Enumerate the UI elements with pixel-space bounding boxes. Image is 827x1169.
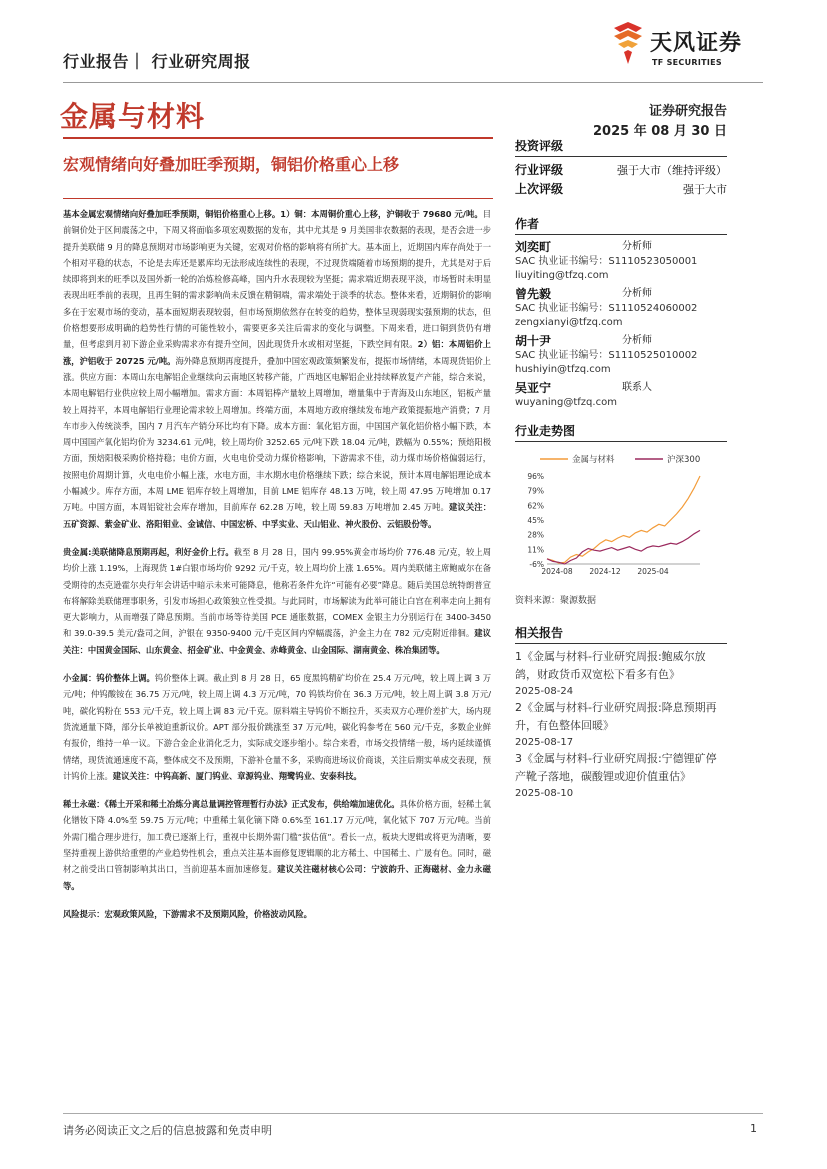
- y-tick-label: 45%: [527, 516, 544, 525]
- author-item: [515, 333, 727, 377]
- title-divider: [63, 137, 493, 139]
- author-name: 胡十尹: [515, 334, 552, 348]
- industry-rating-value: 强于大市（维持评级）: [617, 164, 727, 177]
- author-list: [515, 239, 727, 410]
- author-item: [515, 380, 727, 410]
- text-rare-earth: 具体价格方面，轻稀土氧化镨钕下降 4.0%至 59.75 万元/吨；中重稀土氧化镝下降 0.6%至 161.17 万元/吨，氧化铽下 707 万元/吨。当前外需门槛合理步进行，加工费已逐渐上行，重视中长期外需门槛“拔估值”。看长一点，板块大逻辑或将更为清晰，要坚持重视上游供给重塑的产业趋势性机会，重点关注基本面修复逻辑顺的北方稀土、中国稀土、广晟有色。同时，磁材之前受出口管制影响其出口，当前迎基本面加速修复。: [63, 799, 491, 875]
- paragraph-risk: [63, 906, 491, 922]
- rec-minor-metals: 建议关注：中钨高新、厦门钨业、章源钨业、翔鹭钨业、安泰科技。: [112, 770, 362, 781]
- author-role: 分析师: [622, 288, 652, 299]
- author-email[interactable]: hushiyin@tfzq.com: [515, 364, 611, 375]
- author-role: 联系人: [622, 382, 652, 393]
- author-role: 分析师: [622, 241, 652, 252]
- rec-base-metals: 建议关注：五矿资源、紫金矿业、洛阳钼业、金诚信、中国宏桥、中孚实业、天山铝业、神火股份、云铝股份等。: [63, 502, 491, 529]
- last-rating-row: [515, 180, 727, 199]
- trend-head: 行业走势图: [515, 422, 727, 442]
- author-email[interactable]: wuyaning@tfzq.com: [515, 397, 617, 408]
- rating-head: 投资评级: [515, 137, 727, 157]
- y-tick-label: 96%: [527, 472, 544, 481]
- lead-base-metals: 基本金属宏观情绪向好叠加旺季预期，铜铝价格重心上移。1）铜：本周铜价重心上移，沪铜收于 79680 元/吨。: [63, 209, 483, 219]
- y-tick-label: 11%: [527, 545, 544, 555]
- y-tick-label: 62%: [527, 501, 544, 511]
- x-tick-label: 2024-08: [541, 567, 573, 576]
- trend-chart-svg: [515, 446, 727, 591]
- y-tick-label: 79%: [527, 486, 544, 496]
- last-rating-value: 强于大市: [683, 183, 727, 196]
- x-tick-label: 2025-04: [637, 567, 669, 576]
- footer-disclaimer[interactable]: 请务必阅读正文之后的信息披露和免责申明: [63, 1124, 272, 1137]
- related-item[interactable]: [515, 648, 727, 699]
- paragraph-base-metals: [63, 206, 491, 532]
- related-title[interactable]: 3《金属与材料-行业研究周报:宁德锂矿停产靴子落地，碳酸锂或迎价值重估》: [515, 752, 717, 783]
- risk-warning: 风险提示：宏观政策风险，下游需求不及预期风险，价格波动风险。: [63, 908, 312, 919]
- legend-label: 沪深300: [667, 455, 701, 465]
- series-line: [547, 476, 700, 563]
- author-cert: SAC 执业证书编号：S1110525010002: [515, 350, 698, 361]
- author-cert: SAC 执业证书编号：S1110524060002: [515, 303, 698, 314]
- related-item[interactable]: [515, 750, 727, 801]
- rec-precious-metals: 建议关注：中国黄金国际、山东黄金、招金矿业、中金黄金、赤峰黄金、山金国际、湖南黄金、株冶集团等。: [63, 628, 491, 655]
- text-precious-metals: 截至 8 月 28 日，国内 99.95%黄金市场均价 776.48 元/克，较上周均价上涨 1.19%，上海现货 1#白银市场均价 9292 元/千克，较上周均价上涨 1.65%。周内美联储主席鲍威尔在备受期待的杰克逊霍尔央行年会讲话中暗示未来可能降息，他称若条件允许“可能有必要”降息。随后美国总统特朗普宣布将解除美联储理事职务，引发市场担心政策独立性受损。与此同时，市场解读为此举可能让白宫在利率走向上拥有更大影响力，从而增强了降息预期。当前市场等待美国 PCE 通胀数据，COMEX 金银主力分别运行在 3400-3450 和 39.0-39.5 美元/盎司之间，沪银在 9350-9400 元/千克区间内窄幅震荡，沪金主力在 782 元/克附近徘徊。: [63, 546, 491, 639]
- lead-aluminum: 2）铝：本周铝价上涨，沪铝收于 20725 元/吨。: [63, 339, 491, 366]
- sidebar: [515, 137, 727, 801]
- logo-name-cn: 天风证券: [650, 31, 743, 56]
- related-date: 2025-08-17: [515, 737, 574, 748]
- author-item: [515, 239, 727, 283]
- footer-divider: [63, 1113, 763, 1114]
- report-label: 证券研究报告: [648, 104, 727, 119]
- lead-rare-earth: 稀土永磁：《稀土开采和稀土冶炼分离总量调控管理暂行办法》正式发布，供给端加速优化。: [63, 799, 400, 810]
- chart-source: 资料来源：聚源数据: [515, 596, 597, 606]
- related-item[interactable]: [515, 699, 727, 750]
- author-email[interactable]: zengxianyi@tfzq.com: [515, 317, 623, 328]
- related-title[interactable]: 2《金属与材料-行业研究周报:降息预期再升，有色整体回暖》: [515, 701, 717, 732]
- author-item: [515, 286, 727, 330]
- company-logo: [608, 20, 758, 72]
- trend-chart: [515, 446, 727, 591]
- industry-rating-row: [515, 161, 727, 180]
- y-tick-label: 28%: [527, 530, 544, 540]
- report-body: [63, 206, 491, 934]
- author-cert: SAC 执业证书编号：S1110523050001: [515, 256, 698, 267]
- related-title[interactable]: 1《金属与材料-行业研究周报:鲍威尔放鸽，财政货币双宽松下看多有色》: [515, 650, 706, 681]
- text-copper: 目前铜价处于区间震荡之中，下周又将面临多项宏观数据的发布，其中尤其是 9 月美国非农数据的表现，是否会进一步提升美联储 9 月的降息预期对市场影响更为关键，宏观对价格的影响将有所扩大。基本面上，近期国内库存尚处于一个相对平稳的状态，不论是去库还是累库均无法形成连续性的表现，不过现货端随着市场预期的提升，尤其是对于后续即将到来的旺季以及国外新一轮的冶炼检修高峰，国内升水表现较为坚挺；需求端近期表现平淡，市场暂时未明显表现出旺季前的表现，且再生铜的需求影响尚未反馈在精铜端，需求端处于淡季的状态。整体来看，近期铜价的影响多在于宏观市场的变动，基本面短期表现较弱，但市场预期依然存在转变的趋势，整体呈现弱现实强预期的状态，但价格想要形成明确的趋势性行情的可能性较小，需要更多关注后需求的变化与调整。下周来看，进口铜到货仍有增量，但考虑到月初下游企业采购需求亦有提升空间，因此现货升水或相对坚挺，下跌空间有限。: [63, 209, 491, 350]
- page-title: 金属与材料: [60, 100, 206, 133]
- paragraph-rare-earth: [63, 796, 491, 894]
- legend-label: 金属与材料: [572, 455, 615, 465]
- logo-name-en: TF SECURITIES: [652, 58, 722, 67]
- page-number: 1: [750, 1122, 757, 1135]
- author-name: 吴亚宁: [515, 381, 552, 395]
- industry-rating-label: 行业评级: [515, 163, 564, 177]
- author-role: 分析师: [622, 335, 652, 346]
- report-type: 行业报告｜ 行业研究周报: [63, 52, 251, 71]
- lead-precious-metals: 贵金属:美联储降息预期再起，利好金价上行。: [63, 546, 234, 557]
- related-date: 2025-08-10: [515, 788, 574, 799]
- logo-mark-icon: [608, 20, 648, 66]
- paragraph-precious-metals: [63, 544, 491, 658]
- text-minor-metals: 钨价整体上调。截止到 8 月 28 日，65 度黑钨精矿均价在 25.4 万元/吨，较上周上调 3 万元/吨；仲钨酸铵在 36.75 万元/吨，较上周上调 4.3 万元/吨，70 钨铁均价在 36.3 万元/吨，较上周上调 3.8 万元/吨，碳化钨粉在 553 元/千克，较上周上调 83 元/千克。原料端主导钨价不断拉升，买卖双方心理价差扩大，场内现货流通量下降，部分长单被迫重新议价。APT 部分报价跳涨至 37 万元/吨，碳化钨参考在 560 元/千克，多数企业鲜有报价，维持一单一议。下游合金企业消化乏力，实际成交逐步缩小。综合来看，市场交投情绪一般，场内延续谨慎情绪，现货流通速度不高，整体成交不及预期，下游补仓量不多，采购商进场议价商谈，关注后期实单成交表现，预计钨价上涨。: [63, 673, 491, 781]
- related-list: [515, 648, 727, 801]
- related-head: 相关报告: [515, 624, 727, 644]
- report-date: 2025 年 08 月 30 日: [593, 124, 727, 139]
- author-name: 刘奕町: [515, 240, 552, 254]
- author-name: 曾先毅: [515, 287, 552, 301]
- text-aluminum: 海外降息预期再度提升，叠加中国宏观政策频繁发布，提振市场情绪，本周现货铝价上涨。供应方面：本周山东电解铝企业继续向云南地区转移产能，广西地区电解铝企业持续释放复产产能，综合来说，本周电解铝行业供应较上周小幅增加。需求方面：本周铝棒产量较上周增加，增量集中于青海及山东地区，铝板产量较上周持平，本周电解铝行业理论需求较上周增加。终端方面，本周地方政府继续发布地产政策提振地产消费；7 月车市步入传统淡季，国内 7 月汽车产销分环比均有下降。成本方面：氧化铝方面，中国国产氧化铝价格小幅下跌，本周中国国产氧化铝均价为 3234.61 元/吨，较上周均价 3252.65 元/吨下跌 18.04 元/吨，跌幅为 0.55%；预焙阳极方面，预焙阳极采购价格持稳；电价方面，火电电价受动力煤价格影响，下游需求不佳，动力煤市场价格偏弱运行，按照电价周期计算，火电电价小幅上涨，水电方面，丰水期水电价格继续下跌；综合来说，预计本周电解铝理论成本小幅减少。库存方面，本周 LME 铝库存较上周增加，目前 LME 铝库存 48.13 万吨，较上周 47.95 万吨增加 0.17 万吨。中国方面，本周铝锭社会库存增加，目前库存 62.28 万吨，较上周 59.83 万吨增加 2.45 万吨。: [63, 355, 491, 513]
- last-rating-label: 上次评级: [515, 182, 564, 196]
- subtitle-divider: [63, 198, 493, 199]
- author-email[interactable]: liuyiting@tfzq.com: [515, 270, 609, 281]
- rec-rare-earth: 建议关注磁材核心公司：宁波韵升、正海磁材、金力永磁等。: [63, 864, 491, 891]
- related-date: 2025-08-24: [515, 686, 574, 697]
- report-subtitle: 宏观情绪向好叠加旺季预期，铜铝价格重心上移: [63, 155, 400, 174]
- authors-head: 作者: [515, 215, 727, 235]
- y-tick-label: -6%: [529, 560, 544, 569]
- x-tick-label: 2024-12: [589, 567, 621, 576]
- lead-minor-metals: 小金属：钨价整体上调。: [63, 673, 155, 684]
- header-divider: [63, 82, 763, 83]
- paragraph-minor-metals: [63, 670, 491, 784]
